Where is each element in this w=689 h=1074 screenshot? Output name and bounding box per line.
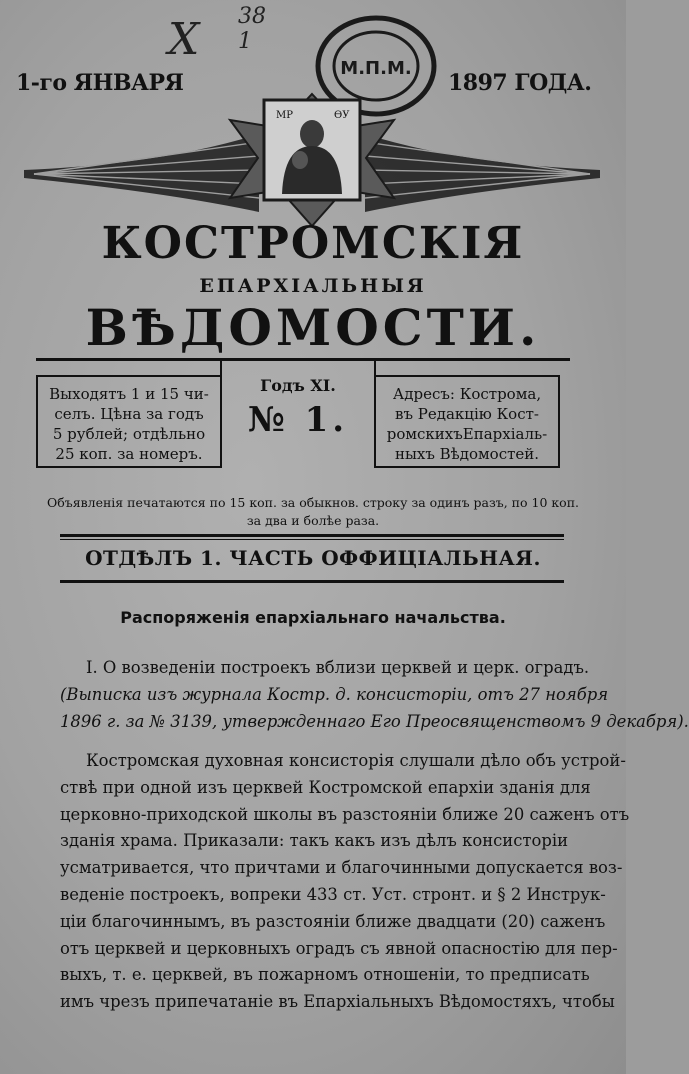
section-rule-top [60, 534, 564, 537]
text-line: (Выписка изъ журнала Костр. д. консисторіи, отъ 27 ноября [60, 684, 609, 704]
text-line: зданія храма. Приказали: такъ какъ изъ дѣлъ консисторіи [60, 831, 568, 851]
address-line: ромскихъЕпархіаль- [386, 425, 548, 443]
text-line: усматривается, что причтами и благочинными допускается воз- [60, 858, 623, 878]
subscription-line: 5 рублей; отдѣльно [52, 425, 206, 443]
handwritten-shelfmark: X [168, 14, 208, 65]
box-right-bottom [374, 466, 560, 468]
subscription-line: селъ. Цѣна за годъ [54, 405, 204, 423]
masthead-line3: ВѢДОМОСТИ. [85, 298, 541, 357]
issue-number-box [228, 376, 368, 440]
text-line: I. О возведеніи построекъ вблизи церквей и церк. оградъ. [86, 658, 590, 677]
handwritten-sup: 38 [238, 4, 266, 29]
text-line: выхъ, т. е. церквей, въ пожарномъ отношеніи, то предписать [60, 965, 590, 985]
address-line: ныхъ Вѣдомостей. [394, 445, 540, 463]
svg-text:МР: МР [276, 110, 293, 121]
box-left-border-left [36, 375, 38, 467]
subscription-line: 25 коп. за номеръ. [55, 445, 203, 463]
svg-text:ѲУ: ѲУ [334, 110, 350, 121]
text-line: имъ чрезъ припечатаніе въ Епархіальныхъ Вѣдомостяхъ, чтобы [60, 992, 615, 1012]
text-line: ціи благочиннымъ, въ разстояніи ближе двадцати (20) саженъ [60, 911, 606, 931]
section-title: ОТДѢЛЪ 1. ЧАСТЬ ОФФИЦІАЛЬНАЯ. [85, 546, 541, 570]
ads-line: за два и болѣе раза. [246, 513, 380, 528]
issue-date: 1-го ЯНВАРЯ [16, 70, 184, 96]
icon-emblem [14, 94, 610, 228]
box-right-border-right [558, 375, 560, 467]
address-line: въ Редакцію Кост- [395, 405, 539, 423]
text-line: веденіе построекъ, вопреки 433 ст. Уст. стронт. и § 2 Инструк- [60, 884, 606, 904]
subscription-line: Выходятъ 1 и 15 чи- [49, 385, 209, 403]
address-info [382, 384, 552, 464]
advertisement-rates [0, 494, 626, 530]
text-line: 1896 г. за № 3139, утвержденнаго Его Преосвященствомъ 9 декабря). [60, 711, 689, 731]
paragraph-body [60, 748, 630, 1016]
box-left-bottom [36, 466, 222, 468]
section-rule-bottom [60, 580, 564, 583]
issue-number: № 1. [247, 400, 349, 440]
handwritten-number [238, 4, 266, 54]
ads-line: Объявленія печатаются по 15 коп. за обыкнов. строку за одинъ разъ, по 10 коп. [46, 495, 580, 510]
paragraph-heading [60, 655, 689, 735]
handwritten-sub: 1 [238, 29, 252, 54]
section-rule-top-thin [60, 539, 564, 540]
masthead-line2: ЕПАРХІАЛЬНЫЯ [199, 275, 427, 297]
address-line: Адресъ: Кострома, [392, 385, 542, 403]
issue-year: 1897 ГОДА. [448, 70, 592, 96]
text-line: церковно-приходской школы въ разстояніи ближе 20 саженъ отъ [60, 804, 630, 824]
masthead-rule [36, 358, 570, 361]
box-right-top [374, 375, 560, 377]
issue-year-label: Годъ XI. [260, 376, 336, 395]
stamp-text: М.П.М. [340, 58, 412, 79]
subscription-info [44, 384, 214, 464]
text-line: отъ церквей и церковныхъ оградъ съ явной опасностію для пер- [60, 938, 618, 958]
masthead-line1: КОСТРОМСКІЯ [101, 218, 525, 269]
box-left-top [36, 375, 222, 377]
subheading: Распоряженія епархіальнаго начальства. [120, 608, 506, 627]
text-line: Костромская духовная консисторія слушали дѣло объ устрой- [86, 751, 626, 770]
text-line: ствѣ при одной изъ церквей Костромской епархіи зданія для [60, 777, 591, 797]
